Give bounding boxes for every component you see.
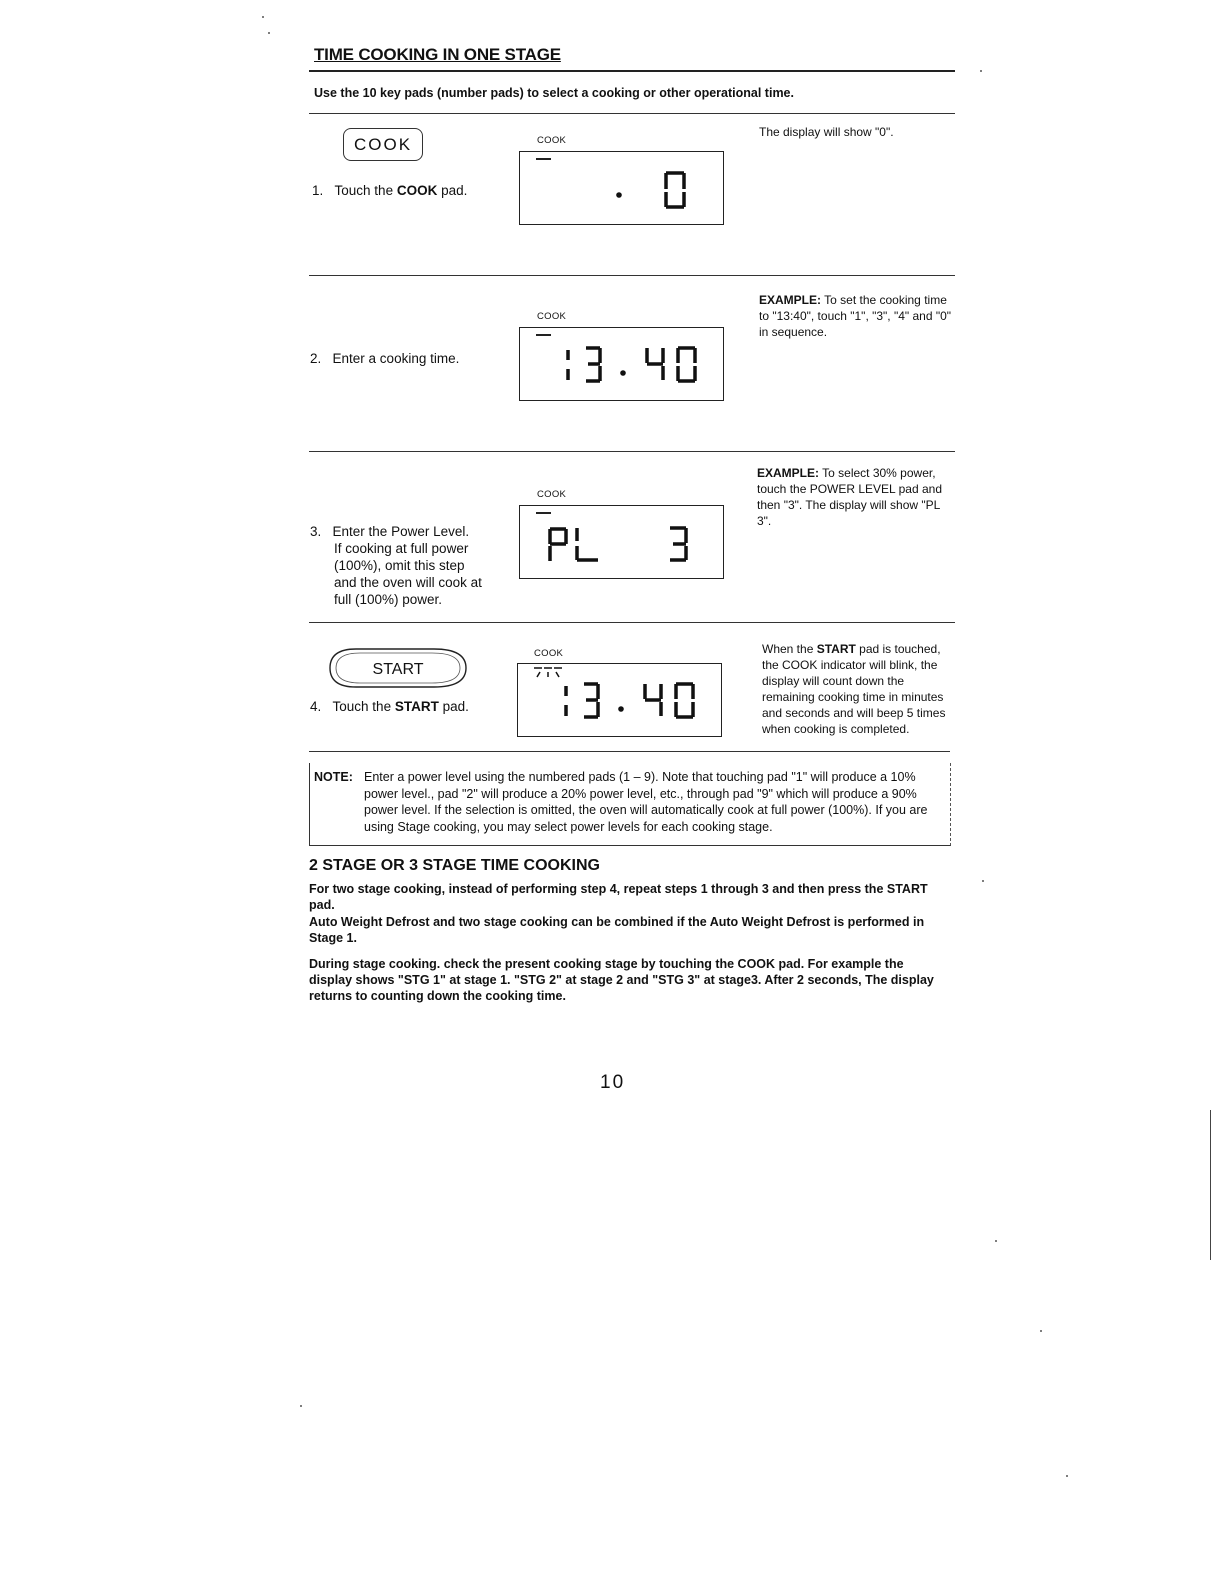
subtitle-rule [309, 113, 955, 114]
step-4-rule [309, 751, 950, 752]
step-4-label: 4. Touch the START pad. [310, 699, 469, 714]
step-2-digits [520, 328, 723, 400]
step-3-rule [309, 622, 955, 623]
scan-speck [1040, 1330, 1042, 1332]
page-title: TIME COOKING IN ONE STAGE [314, 45, 561, 64]
step-1-rule [309, 275, 955, 276]
scan-edge-line [1210, 1110, 1211, 1260]
section-2-para-3: During stage cooking. check the present cooking stage by touching the COOK pad. For example the display shows "STG 1" at stage 1. "STG 2" at stage 2 and "STG 3" at stage3. After 2 seconds, The display returns to counting down the cooking time. [309, 957, 934, 1003]
step-2-rule [309, 451, 955, 452]
section-2-para-2: Auto Weight Defrost and two stage cooking can be combined if the Auto Weight Defrost is performed in Stage 1. [309, 915, 925, 945]
scan-speck [300, 1405, 302, 1407]
step-2-cook-indicator: COOK [537, 311, 567, 322]
step-4-cook-indicator: COOK [534, 648, 564, 659]
step-3-display [519, 505, 724, 579]
cook-pad-illustration: COOK [343, 128, 423, 161]
blinking-indicator-icon [534, 668, 562, 677]
step-1-cook-indicator: COOK [537, 135, 567, 146]
step-4-display [517, 663, 722, 737]
section-2-para-1: For two stage cooking, instead of performing step 4, repeat steps 1 through 3 and then press the START pad. [309, 882, 928, 912]
step-3-note: EXAMPLE: To select 30% power, touch the POWER LEVEL pad and then "3". The display will show "PL 3". [757, 466, 942, 528]
step-1-digits [520, 152, 723, 224]
step-3-cook-indicator: COOK [537, 489, 567, 500]
scan-speck [995, 1240, 997, 1242]
page-subtitle: Use the 10 key pads (number pads) to select a cooking or other operational time. [314, 86, 794, 100]
step-1-label: 1. Touch the COOK pad. [312, 183, 468, 198]
note-text: NOTE: Enter a power level using the numbered pads (1 – 9). Note that touching pad "1" will produce a 10% power level., pad "2" will produce a 20% power level, etc., through pad "9" which will produce a 90% power level. If the selection is omitted, the oven will automatically cook at full power (100%). If you are using Stage cooking, you may select power levels for each cooking stage. [314, 770, 928, 834]
step-2-label: 2. Enter a cooking time. [310, 351, 460, 366]
step-1-display [519, 151, 724, 225]
scan-speck [268, 32, 270, 34]
note-box [309, 763, 951, 846]
step-4-digits [518, 664, 721, 736]
scan-speck [1066, 1475, 1068, 1477]
step-4-note: When the START pad is touched, the COOK indicator will blink, the display will count down the remaining cooking time in minutes and seconds and will beep 5 times when cooking is completed. [762, 642, 946, 736]
section-2-title: 2 STAGE OR 3 STAGE TIME COOKING [309, 857, 600, 874]
scan-speck [980, 70, 982, 72]
svg-text:START: START [372, 661, 424, 678]
title-rule [309, 70, 955, 72]
step-2-note: EXAMPLE: To set the cooking time to "13:40", touch "1", "3", "4" and "0" in sequence. [759, 293, 952, 339]
step-3-digits [520, 506, 723, 578]
start-pad-illustration [326, 645, 472, 691]
step-2-display [519, 327, 724, 401]
scan-speck [982, 880, 984, 882]
page-number: 10 [600, 1072, 626, 1093]
step-1-note: The display will show "0". [759, 125, 894, 139]
scan-speck [262, 16, 264, 18]
step-3-label: 3. Enter the Power Level. If cooking at full power (100%), omit this step and the oven will cook at full (100%) power. [310, 524, 482, 607]
